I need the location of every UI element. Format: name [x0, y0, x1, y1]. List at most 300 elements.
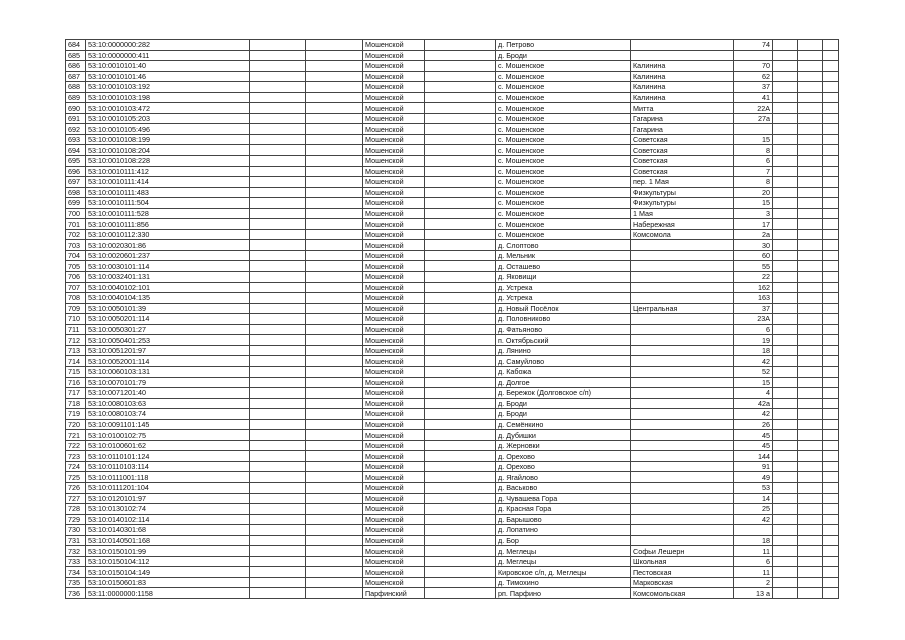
district-cell: Мошенской: [363, 514, 425, 525]
empty-cell: [798, 240, 823, 251]
cadastral-number-cell: 53:10:0050101:39: [86, 303, 250, 314]
house-number-cell: 14: [734, 493, 773, 504]
empty-cell: [306, 145, 363, 156]
district-cell: Мошенской: [363, 556, 425, 567]
district-cell: Мошенской: [363, 377, 425, 388]
table-row: [66, 166, 839, 177]
empty-cell: [798, 103, 823, 114]
empty-cell: [306, 324, 363, 335]
empty-cell: [823, 356, 839, 367]
empty-cell: [773, 103, 798, 114]
table-row: [66, 82, 839, 93]
empty-cell: [306, 419, 363, 430]
empty-cell: [306, 272, 363, 283]
empty-cell: [823, 409, 839, 420]
empty-cell: [250, 282, 306, 293]
street-cell: [631, 250, 734, 261]
empty-cell: [823, 61, 839, 72]
empty-cell: [798, 293, 823, 304]
empty-cell: [306, 556, 363, 567]
empty-cell: [773, 461, 798, 472]
empty-cell: [798, 208, 823, 219]
row-number-cell: 715: [66, 366, 86, 377]
house-number-cell: 17: [734, 219, 773, 230]
district-cell: Мошенской: [363, 187, 425, 198]
district-cell: Мошенской: [363, 345, 425, 356]
district-cell: Мошенской: [363, 314, 425, 325]
street-cell: [631, 461, 734, 472]
locality-cell: д. Бор: [496, 535, 631, 546]
house-number-cell: 11: [734, 546, 773, 557]
locality-cell: д. Слоптово: [496, 240, 631, 251]
street-cell: Пестовская: [631, 567, 734, 578]
house-number-cell: 15: [734, 198, 773, 209]
house-number-cell: 22А: [734, 103, 773, 114]
empty-cell: [250, 219, 306, 230]
empty-cell: [823, 40, 839, 51]
empty-cell: [773, 504, 798, 515]
empty-cell: [250, 166, 306, 177]
empty-cell: [823, 250, 839, 261]
cadastral-number-cell: 53:10:0010101:46: [86, 71, 250, 82]
empty-cell: [798, 398, 823, 409]
empty-cell: [250, 208, 306, 219]
empty-cell: [823, 440, 839, 451]
empty-cell: [823, 177, 839, 188]
empty-cell: [773, 324, 798, 335]
district-cell: Мошенской: [363, 124, 425, 135]
empty-cell: [823, 50, 839, 61]
row-number-cell: 688: [66, 82, 86, 93]
cadastral-number-cell: 53:10:0100601:62: [86, 440, 250, 451]
table-row: [66, 514, 839, 525]
house-number-cell: 62: [734, 71, 773, 82]
cadastral-number-cell: 53:10:0080103:74: [86, 409, 250, 420]
house-number-cell: 2а: [734, 229, 773, 240]
empty-cell: [250, 250, 306, 261]
empty-cell: [306, 229, 363, 240]
empty-cell: [823, 261, 839, 272]
district-cell: Мошенской: [363, 71, 425, 82]
district-cell: Мошенской: [363, 282, 425, 293]
empty-cell: [798, 61, 823, 72]
row-number-cell: 693: [66, 134, 86, 145]
empty-cell: [798, 134, 823, 145]
cadastral-number-cell: 53:10:0150101:99: [86, 546, 250, 557]
locality-cell: с. Мошенское: [496, 71, 631, 82]
empty-cell: [306, 103, 363, 114]
empty-cell: [306, 398, 363, 409]
locality-cell: д. Осташево: [496, 261, 631, 272]
empty-cell: [773, 71, 798, 82]
house-number-cell: 163: [734, 293, 773, 304]
empty-cell: [823, 535, 839, 546]
empty-cell: [425, 419, 496, 430]
empty-cell: [773, 388, 798, 399]
locality-cell: д. Жерновки: [496, 440, 631, 451]
table-row: [66, 398, 839, 409]
district-cell: Мошенской: [363, 482, 425, 493]
empty-cell: [250, 61, 306, 72]
row-number-cell: 696: [66, 166, 86, 177]
empty-cell: [250, 451, 306, 462]
empty-cell: [425, 145, 496, 156]
empty-cell: [425, 377, 496, 388]
table-row: [66, 40, 839, 51]
empty-cell: [425, 282, 496, 293]
street-cell: Физкультуры: [631, 198, 734, 209]
table-row: [66, 388, 839, 399]
empty-cell: [306, 50, 363, 61]
empty-cell: [773, 493, 798, 504]
empty-cell: [823, 525, 839, 536]
locality-cell: д. Кабожа: [496, 366, 631, 377]
empty-cell: [425, 187, 496, 198]
empty-cell: [250, 335, 306, 346]
empty-cell: [250, 377, 306, 388]
empty-cell: [250, 546, 306, 557]
empty-cell: [425, 61, 496, 72]
empty-cell: [823, 588, 839, 599]
district-cell: Мошенской: [363, 546, 425, 557]
street-cell: пер. 1 Мая: [631, 177, 734, 188]
empty-cell: [823, 198, 839, 209]
empty-cell: [773, 240, 798, 251]
row-number-cell: 722: [66, 440, 86, 451]
empty-cell: [306, 177, 363, 188]
row-number-cell: 692: [66, 124, 86, 135]
empty-cell: [425, 71, 496, 82]
cadastral-number-cell: 53:10:0140102:114: [86, 514, 250, 525]
street-cell: 1 Мая: [631, 208, 734, 219]
row-number-cell: 719: [66, 409, 86, 420]
empty-cell: [250, 472, 306, 483]
empty-cell: [798, 567, 823, 578]
cadastral-number-cell: 53:10:0010105:203: [86, 113, 250, 124]
locality-cell: д. Лянино: [496, 345, 631, 356]
table-row: [66, 461, 839, 472]
empty-cell: [425, 451, 496, 462]
cadastral-number-cell: 53:10:0010108:204: [86, 145, 250, 156]
empty-cell: [773, 356, 798, 367]
cadastral-number-cell: 53:10:0051201:97: [86, 345, 250, 356]
house-number-cell: 74: [734, 40, 773, 51]
empty-cell: [823, 166, 839, 177]
empty-cell: [425, 134, 496, 145]
cadastral-number-cell: 53:10:0010103:198: [86, 92, 250, 103]
table-row: [66, 356, 839, 367]
street-cell: Калинина: [631, 82, 734, 93]
district-cell: Мошенской: [363, 472, 425, 483]
table-row: [66, 92, 839, 103]
empty-cell: [823, 92, 839, 103]
house-number-cell: 18: [734, 345, 773, 356]
locality-cell: с. Мошенское: [496, 208, 631, 219]
empty-cell: [425, 229, 496, 240]
row-number-cell: 702: [66, 229, 86, 240]
cadastral-number-cell: 53:10:0010101:40: [86, 61, 250, 72]
house-number-cell: 144: [734, 451, 773, 462]
street-cell: [631, 472, 734, 483]
empty-cell: [823, 187, 839, 198]
cadastral-number-cell: 53:10:0032401:131: [86, 272, 250, 283]
cadastral-number-cell: 53:10:0100102:75: [86, 430, 250, 441]
house-number-cell: 19: [734, 335, 773, 346]
row-number-cell: 700: [66, 208, 86, 219]
empty-cell: [823, 493, 839, 504]
row-number-cell: 735: [66, 577, 86, 588]
empty-cell: [425, 493, 496, 504]
empty-cell: [425, 177, 496, 188]
locality-cell: д. Долгое: [496, 377, 631, 388]
row-number-cell: 706: [66, 272, 86, 283]
empty-cell: [773, 177, 798, 188]
empty-cell: [798, 229, 823, 240]
empty-cell: [798, 124, 823, 135]
street-cell: [631, 324, 734, 335]
empty-cell: [250, 461, 306, 472]
house-number-cell: 70: [734, 61, 773, 72]
empty-cell: [306, 482, 363, 493]
street-cell: Митта: [631, 103, 734, 114]
empty-cell: [250, 398, 306, 409]
street-cell: Комсомола: [631, 229, 734, 240]
locality-cell: д. Васьково: [496, 482, 631, 493]
district-cell: Мошенской: [363, 250, 425, 261]
empty-cell: [823, 398, 839, 409]
table-row: [66, 345, 839, 356]
empty-cell: [425, 50, 496, 61]
empty-cell: [798, 377, 823, 388]
locality-cell: д. Дубишки: [496, 430, 631, 441]
table-row: [66, 577, 839, 588]
empty-cell: [306, 208, 363, 219]
empty-cell: [823, 134, 839, 145]
table-row: [66, 556, 839, 567]
house-number-cell: 42: [734, 409, 773, 420]
cadastral-number-cell: 53:10:0020601:237: [86, 250, 250, 261]
district-cell: Мошенской: [363, 198, 425, 209]
empty-cell: [823, 345, 839, 356]
cadastral-number-cell: 53:10:0010111:504: [86, 198, 250, 209]
house-number-cell: 37: [734, 82, 773, 93]
cadastral-number-cell: 53:10:0150104:149: [86, 567, 250, 578]
street-cell: [631, 419, 734, 430]
locality-cell: с. Мошенское: [496, 134, 631, 145]
table-row: [66, 567, 839, 578]
empty-cell: [425, 156, 496, 167]
empty-cell: [306, 92, 363, 103]
empty-cell: [823, 335, 839, 346]
street-cell: Центральная: [631, 303, 734, 314]
locality-cell: п. Октябрьский: [496, 335, 631, 346]
table-row: [66, 103, 839, 114]
house-number-cell: 18: [734, 535, 773, 546]
street-cell: Советская: [631, 134, 734, 145]
empty-cell: [773, 82, 798, 93]
empty-cell: [773, 219, 798, 230]
empty-cell: [250, 409, 306, 420]
empty-cell: [425, 356, 496, 367]
empty-cell: [773, 303, 798, 314]
table-row: [66, 293, 839, 304]
street-cell: [631, 366, 734, 377]
empty-cell: [306, 451, 363, 462]
row-number-cell: 716: [66, 377, 86, 388]
table-row: [66, 124, 839, 135]
empty-cell: [425, 208, 496, 219]
district-cell: Мошенской: [363, 493, 425, 504]
table-row: [66, 546, 839, 557]
empty-cell: [250, 177, 306, 188]
empty-cell: [798, 303, 823, 314]
empty-cell: [425, 514, 496, 525]
empty-cell: [306, 356, 363, 367]
empty-cell: [250, 345, 306, 356]
street-cell: [631, 356, 734, 367]
house-number-cell: 42: [734, 356, 773, 367]
empty-cell: [425, 345, 496, 356]
empty-cell: [250, 504, 306, 515]
empty-cell: [823, 556, 839, 567]
empty-cell: [250, 535, 306, 546]
empty-cell: [306, 240, 363, 251]
empty-cell: [773, 430, 798, 441]
empty-cell: [798, 40, 823, 51]
empty-cell: [798, 50, 823, 61]
empty-cell: [306, 61, 363, 72]
locality-cell: с. Мошенское: [496, 124, 631, 135]
empty-cell: [798, 219, 823, 230]
district-cell: Мошенской: [363, 567, 425, 578]
row-number-cell: 705: [66, 261, 86, 272]
street-cell: [631, 514, 734, 525]
empty-cell: [306, 588, 363, 599]
empty-cell: [250, 293, 306, 304]
empty-cell: [250, 156, 306, 167]
house-number-cell: 37: [734, 303, 773, 314]
empty-cell: [425, 556, 496, 567]
empty-cell: [425, 430, 496, 441]
empty-cell: [773, 398, 798, 409]
empty-cell: [798, 461, 823, 472]
empty-cell: [798, 335, 823, 346]
street-cell: [631, 504, 734, 515]
empty-cell: [773, 556, 798, 567]
street-cell: [631, 282, 734, 293]
empty-cell: [425, 525, 496, 536]
district-cell: Мошенской: [363, 156, 425, 167]
street-cell: Гагарина: [631, 124, 734, 135]
empty-cell: [798, 577, 823, 588]
empty-cell: [425, 398, 496, 409]
empty-cell: [425, 535, 496, 546]
street-cell: [631, 409, 734, 420]
locality-cell: с. Мошенское: [496, 103, 631, 114]
empty-cell: [798, 82, 823, 93]
house-number-cell: 45: [734, 430, 773, 441]
row-number-cell: 695: [66, 156, 86, 167]
empty-cell: [306, 198, 363, 209]
row-number-cell: 685: [66, 50, 86, 61]
house-number-cell: 42: [734, 514, 773, 525]
cadastral-number-cell: 53:10:0071201:40: [86, 388, 250, 399]
row-number-cell: 721: [66, 430, 86, 441]
empty-cell: [773, 229, 798, 240]
empty-cell: [425, 272, 496, 283]
locality-cell: с. Мошенское: [496, 82, 631, 93]
empty-cell: [798, 588, 823, 599]
empty-cell: [823, 451, 839, 462]
street-cell: Калинина: [631, 71, 734, 82]
district-cell: Мошенской: [363, 208, 425, 219]
empty-cell: [798, 145, 823, 156]
district-cell: Мошенской: [363, 92, 425, 103]
empty-cell: [250, 567, 306, 578]
district-cell: Мошенской: [363, 303, 425, 314]
empty-cell: [425, 198, 496, 209]
empty-cell: [425, 461, 496, 472]
empty-cell: [425, 567, 496, 578]
street-cell: Набережная: [631, 219, 734, 230]
empty-cell: [425, 261, 496, 272]
house-number-cell: 60: [734, 250, 773, 261]
row-number-cell: 699: [66, 198, 86, 209]
cadastral-number-cell: 53:10:0050301:27: [86, 324, 250, 335]
locality-cell: д. Броди: [496, 50, 631, 61]
empty-cell: [798, 324, 823, 335]
empty-cell: [250, 71, 306, 82]
empty-cell: [773, 366, 798, 377]
table-row: [66, 250, 839, 261]
empty-cell: [798, 71, 823, 82]
empty-cell: [250, 430, 306, 441]
empty-cell: [823, 282, 839, 293]
district-cell: Мошенской: [363, 134, 425, 145]
empty-cell: [773, 145, 798, 156]
row-number-cell: 712: [66, 335, 86, 346]
street-cell: Калинина: [631, 92, 734, 103]
district-cell: Мошенской: [363, 272, 425, 283]
district-cell: Мошенской: [363, 461, 425, 472]
empty-cell: [306, 261, 363, 272]
empty-cell: [823, 229, 839, 240]
empty-cell: [773, 40, 798, 51]
empty-cell: [823, 113, 839, 124]
empty-cell: [823, 388, 839, 399]
table-row: [66, 335, 839, 346]
empty-cell: [250, 124, 306, 135]
table-row: [66, 61, 839, 72]
table-row: [66, 198, 839, 209]
empty-cell: [823, 567, 839, 578]
locality-cell: с. Мошенское: [496, 177, 631, 188]
empty-cell: [425, 113, 496, 124]
house-number-cell: 45: [734, 440, 773, 451]
empty-cell: [798, 409, 823, 420]
empty-cell: [773, 440, 798, 451]
district-cell: Мошенской: [363, 388, 425, 399]
district-cell: Мошенской: [363, 166, 425, 177]
locality-cell: д. Устрека: [496, 293, 631, 304]
empty-cell: [773, 345, 798, 356]
empty-cell: [306, 345, 363, 356]
empty-cell: [250, 82, 306, 93]
district-cell: Мошенской: [363, 113, 425, 124]
house-number-cell: 162: [734, 282, 773, 293]
district-cell: Мошенской: [363, 293, 425, 304]
table-row: [66, 177, 839, 188]
